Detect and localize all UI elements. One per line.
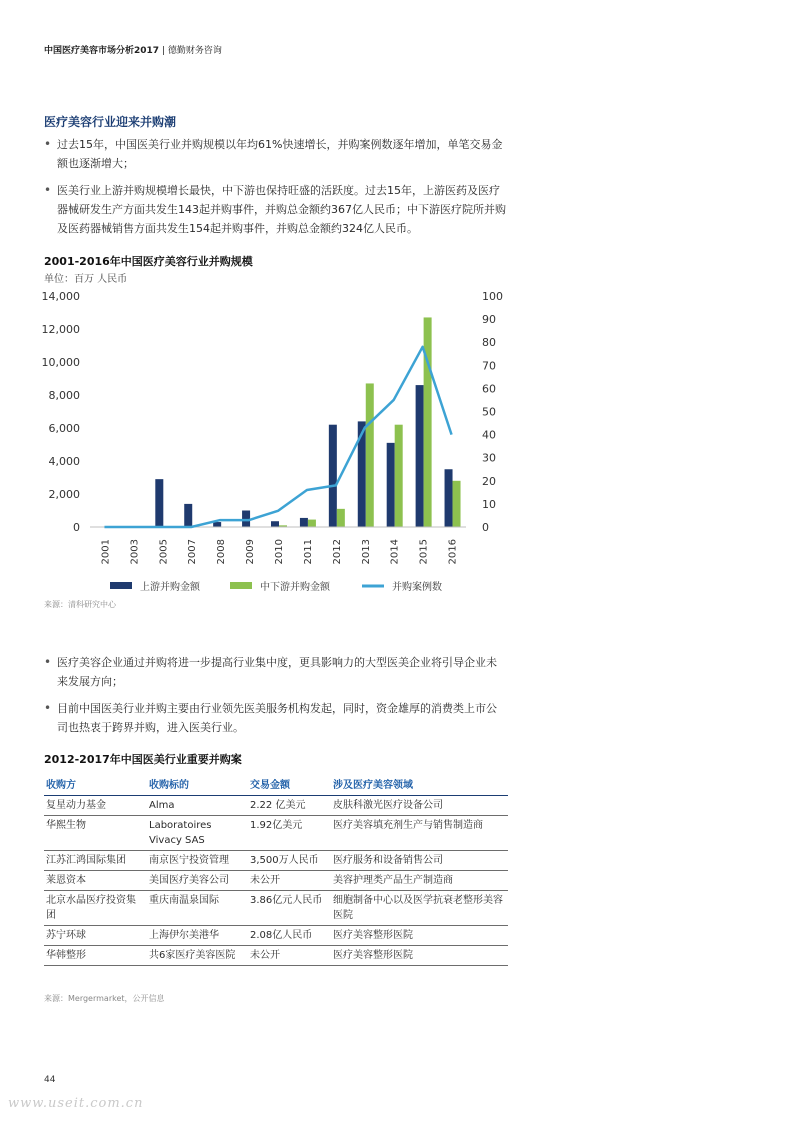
cell-target: Laboratoires Vivacy SAS (147, 816, 248, 851)
bar-upstream (242, 511, 250, 528)
cell-acquirer: 复星动力基金 (44, 796, 147, 816)
header-acquirer: 收购方 (44, 776, 147, 796)
bar-upstream (445, 469, 453, 527)
cell-amount: 1.92亿美元 (248, 816, 331, 851)
bar-downstream (308, 520, 316, 527)
x-tick-label: 2005 (158, 539, 170, 565)
left-axis-tick-label: 6,000 (48, 422, 80, 435)
table-source: 来源：Mergermarket，公开信息 (44, 994, 165, 1003)
cell-target: 上海伊尔美港华 (147, 926, 248, 946)
bullet-item: • 过去15年，中国医美行业并购规模以年均61%快速增长，并购案例数逐年增加，单笔交易金额也逐渐增大； (44, 135, 506, 173)
legend-swatch (110, 582, 132, 589)
table-row (44, 946, 508, 966)
cell-acquirer: 华熙生物 (44, 816, 147, 851)
x-tick-label: 2012 (331, 539, 343, 565)
cell-target: Alma (147, 796, 248, 816)
right-axis-tick-label: 100 (482, 290, 503, 303)
right-axis-tick-label: 10 (482, 497, 496, 511)
cell-acquirer: 苏宁环球 (44, 926, 147, 946)
cell-acquirer: 江苏汇鸿国际集团 (44, 851, 147, 871)
right-axis-tick-label: 20 (482, 474, 496, 488)
table-row (44, 851, 508, 871)
cell-field: 医疗服务和设备销售公司 (331, 851, 508, 871)
legend-swatch (230, 582, 252, 589)
x-tick-label: 2011 (302, 539, 314, 565)
bar-downstream (366, 383, 374, 527)
bullet-item: • 医美行业上游并购规模增长最快，中下游也保持旺盛的活跃度。过去15年，上游医药及医疗器械研发生产方面共发生143起并购事件，并购总金额约367亿人民币；中下游医疗院所并购及医药器械销售方面共发生154起并购事件，并购总金额约324亿人民币。 (44, 181, 506, 238)
bullet-list-top (44, 135, 506, 246)
right-axis-tick-label: 0 (482, 521, 489, 534)
bar-upstream (271, 521, 279, 527)
legend-label: 中下游并购金额 (260, 582, 330, 593)
left-axis-tick-label: 4,000 (48, 455, 80, 468)
table-row (44, 796, 508, 816)
chart-unit: 单位：百万 人民币 (44, 274, 128, 285)
table-row (44, 926, 508, 946)
cell-target: 共6家医疗美容医院 (147, 946, 248, 966)
table-row (44, 816, 508, 851)
bar-downstream (424, 317, 432, 527)
cell-field: 医疗美容整形医院 (331, 946, 508, 966)
bar-upstream (387, 443, 395, 527)
x-tick-label: 2015 (418, 539, 430, 565)
cell-target: 美国医疗美容公司 (147, 871, 248, 891)
table-row (44, 871, 508, 891)
left-axis-tick-label: 10,000 (41, 356, 80, 369)
header-amount: 交易金额 (248, 776, 331, 796)
cell-target: 南京医宁投资管理 (147, 851, 248, 871)
cell-field: 医疗美容填充剂生产与销售制造商 (331, 816, 508, 851)
bullet-item: • 医疗美容企业通过并购将进一步提高行业集中度，更具影响力的大型医美企业将引导企业未来发展方向； (44, 653, 506, 691)
cell-amount: 3.86亿元人民币 (248, 891, 331, 926)
cell-target: 重庆南温泉国际 (147, 891, 248, 926)
left-axis-tick-label: 12,000 (41, 323, 80, 336)
table-title: 2012-2017年中国医美行业重要并购案 (44, 753, 242, 766)
report-title: 中国医疗美容市场分析2017 (44, 46, 160, 56)
header-org: 德勤财务咨询 (167, 46, 222, 56)
bar-upstream (329, 425, 337, 527)
cell-field: 皮肤科激光医疗设备公司 (331, 796, 508, 816)
bullet-item: • 目前中国医美行业并购主要由行业领先医美服务机构发起，同时，资金雄厚的消费类上市公司也热衷于跨界并购，进入医美行业。 (44, 699, 506, 737)
right-axis-tick-label: 70 (482, 359, 496, 373)
x-tick-label: 2003 (129, 539, 141, 565)
bar-upstream (184, 504, 192, 527)
header-separator: | (161, 46, 165, 56)
right-axis-tick-label: 50 (482, 405, 496, 419)
legend-label: 上游并购金额 (140, 582, 200, 593)
left-axis-tick-label: 0 (73, 521, 80, 534)
x-tick-label: 2016 (447, 539, 459, 565)
bar-upstream (300, 518, 308, 527)
x-tick-label: 2009 (245, 539, 257, 565)
watermark: www.useit.com.cn (8, 1096, 144, 1111)
right-axis-tick-label: 60 (482, 382, 496, 396)
header-target: 收购标的 (147, 776, 248, 796)
x-tick-label: 2007 (187, 539, 199, 565)
bar-upstream (155, 479, 163, 527)
cell-amount: 未公开 (248, 871, 331, 891)
right-axis-tick-label: 90 (482, 313, 496, 327)
cell-amount: 2.22 亿美元 (248, 796, 331, 816)
chart-title: 2001-2016年中国医疗美容行业并购规模 (44, 255, 253, 268)
cell-amount: 未公开 (248, 946, 331, 966)
cell-acquirer: 北京水晶医疗投资集团 (44, 891, 147, 926)
x-tick-label: 2013 (360, 539, 372, 565)
bar-upstream (213, 522, 221, 527)
bar-upstream (416, 385, 424, 527)
x-tick-label: 2008 (216, 539, 228, 565)
cell-acquirer: 华韩整形 (44, 946, 147, 966)
legend-label: 并购案例数 (392, 582, 442, 593)
bullet-list-bottom (44, 653, 506, 745)
bar-downstream (453, 481, 461, 527)
ma-scale-chart (30, 282, 510, 598)
cell-amount: 2.08亿人民币 (248, 926, 331, 946)
right-axis-tick-label: 40 (482, 428, 496, 442)
section-title: 医疗美容行业迎来并购潮 (44, 115, 177, 129)
left-axis-tick-label: 14,000 (41, 290, 80, 303)
page-number: 44 (44, 1075, 56, 1085)
deals-table (44, 776, 508, 966)
x-tick-label: 2014 (389, 539, 401, 565)
page-header (44, 43, 222, 56)
table-header-row (44, 776, 508, 796)
cell-field: 医疗美容整形医院 (331, 926, 508, 946)
cell-field: 细胞制备中心以及医学抗衰老整形美容医院 (331, 891, 508, 926)
bar-downstream (337, 509, 345, 527)
chart-source: 来源：清科研究中心 (44, 600, 116, 609)
cell-acquirer: 莱恩资本 (44, 871, 147, 891)
header-field: 涉及医疗美容领域 (331, 776, 508, 796)
cell-field: 美容护理类产品生产制造商 (331, 871, 508, 891)
right-axis-tick-label: 30 (482, 451, 496, 465)
right-axis-tick-label: 80 (482, 336, 496, 350)
x-tick-label: 2001 (100, 539, 112, 565)
left-axis-tick-label: 2,000 (48, 488, 80, 501)
bar-downstream (395, 425, 403, 527)
cell-amount: 3,500万人民币 (248, 851, 331, 871)
x-tick-label: 2010 (274, 539, 285, 565)
left-axis-tick-label: 8,000 (48, 389, 80, 402)
table-row (44, 891, 508, 926)
